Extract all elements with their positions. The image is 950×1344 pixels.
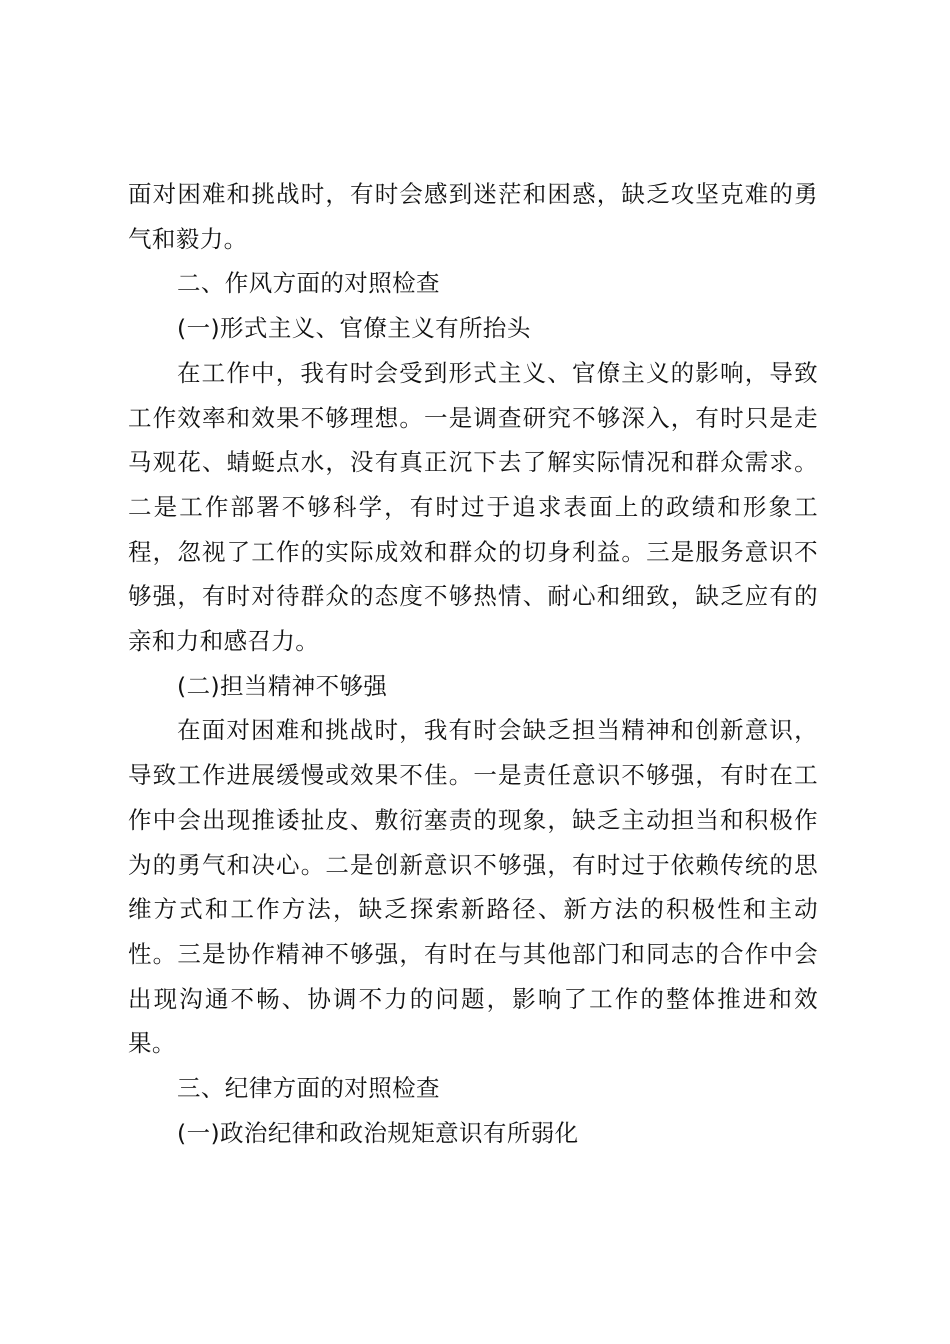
subsection-heading-responsibility: (二)担当精神不够强 [177,671,388,700]
document-body [128,172,818,1155]
paragraph-formalism: 在工作中，我有时会受到形式主义、官僚主义的影响，导致工作效率和效果不够理想。一是调查研究不够深入，有时只是走马观花、蜻蜓点水，没有真正沉下去了解实际情况和群众需求。二是工作部署不够科学，有时过于追求表面上的政绩和形象工程，忽视了工作的实际成效和群众的切身利益。三是服务意识不够强，有时对待群众的态度不够热情、耐心和细致，缺乏应有的亲和力和感召力。 [128,358,818,656]
paragraph-responsibility: 在面对困难和挑战时，我有时会缺乏担当精神和创新意识，导致工作进展缓慢或效果不佳。一是责任意识不够强，有时在工作中会出现推诿扯皮、敷衍塞责的现象，缺乏主动担当和积极作为的勇气和决心。二是创新意识不够强，有时过于依赖传统的思维方式和工作方法，缺乏探索新路径、新方法的积极性和主动性。三是协作精神不够强，有时在与其他部门和同志的合作中会出现沟通不畅、协调不力的问题，影响了工作的整体推进和效果。 [128,716,818,1058]
continuation-paragraph: 面对困难和挑战时，有时会感到迷茫和困惑，缺乏攻坚克难的勇气和毅力。 [128,180,818,253]
section-heading-style: 二、作风方面的对照检查 [177,269,440,298]
section-heading-discipline: 三、纪律方面的对照检查 [177,1074,440,1103]
subsection-heading-formalism: (一)形式主义、官僚主义有所抬头 [177,314,531,343]
subsection-heading-political-discipline: (一)政治纪律和政治规矩意识有所弱化 [177,1118,579,1147]
